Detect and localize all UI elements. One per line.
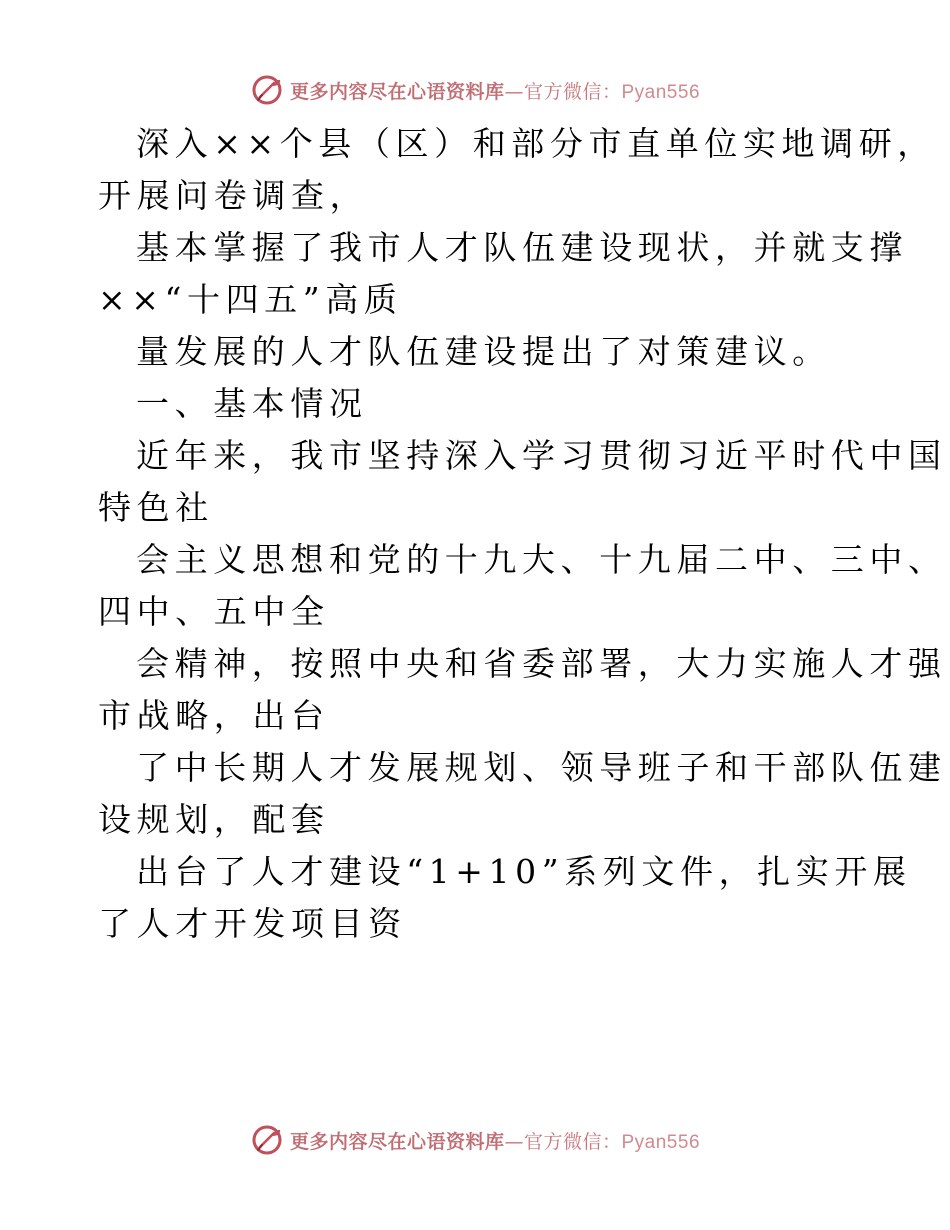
text-line: 量发展的人才队伍建设提出了对策建议。 (136, 332, 831, 371)
text-line: 设规划，配套 (98, 800, 330, 839)
text-line: 深入××个县（区）和部分市直单位实地调研， (136, 124, 936, 163)
text-line: 四中、五中全 (98, 592, 330, 631)
watermark-suffix: 官方微信： (523, 80, 622, 103)
watermark-footer (0, 1120, 950, 1160)
document-body (98, 118, 947, 950)
text-line: ××“十四五”高质 (98, 280, 403, 319)
watermark-dash: — (504, 1130, 524, 1153)
text-line: 了中长期人才发展规划、领导班子和干部队伍建 (136, 748, 947, 787)
watermark-handle: Pyan556 (621, 81, 701, 103)
text-line: 会主义思想和党的十九大、十九届二中、三中、 (136, 540, 947, 579)
watermark-header (0, 70, 950, 110)
watermark-dash: — (504, 80, 524, 103)
text-line: 市战略，出台 (98, 696, 330, 735)
text-line: 会精神，按照中央和省委部署，大力实施人才强 (136, 644, 947, 683)
text-line: 了人才开发项目资 (98, 904, 407, 943)
watermark-handle: Pyan556 (621, 1131, 701, 1153)
watermark-suffix: 官方微信： (523, 1130, 622, 1153)
text-line: 近年来，我市坚持深入学习贯彻习近平时代中国 (136, 436, 947, 475)
text-line: 特色社 (98, 488, 214, 527)
quill-logo-icon (250, 1123, 284, 1157)
quill-logo-icon (250, 73, 284, 107)
text-line: 一、基本情况 (136, 384, 368, 423)
watermark-text (290, 1127, 700, 1154)
text-line: 开展问卷调查， (98, 176, 369, 215)
watermark-brand: 更多内容尽在心语资料库 (289, 1130, 505, 1153)
watermark-text (290, 77, 700, 104)
watermark-brand: 更多内容尽在心语资料库 (289, 80, 505, 103)
text-line: 基本掌握了我市人才队伍建设现状，并就支撑 (136, 228, 908, 267)
text-line: 出台了人才建设“1+10”系列文件，扎实开展 (136, 852, 912, 891)
